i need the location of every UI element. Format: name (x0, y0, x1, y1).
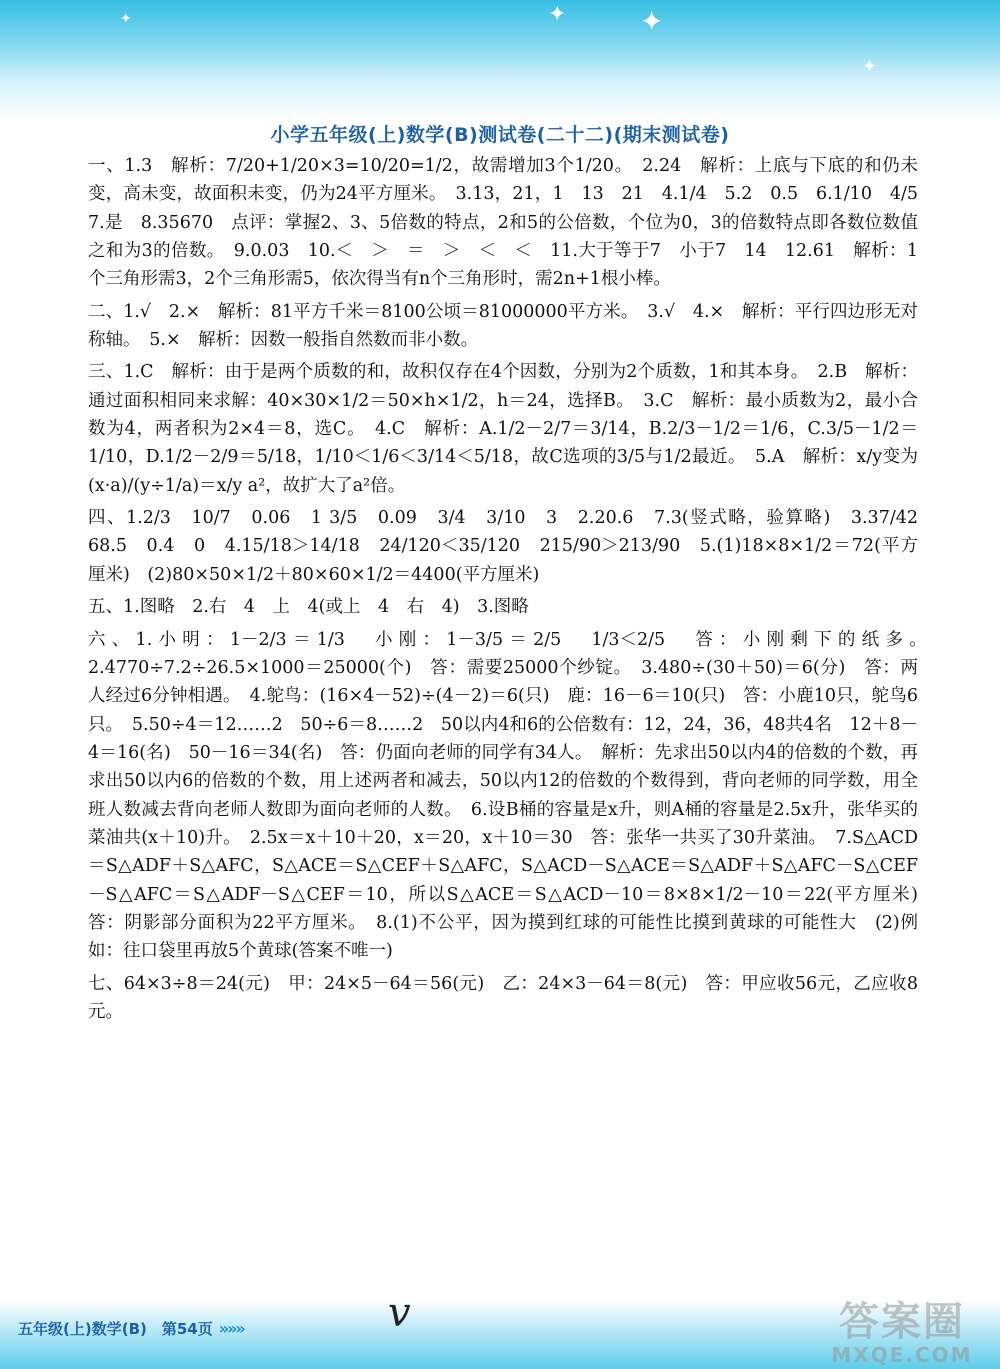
section-4: 四、1.2/3 10/7 0.06 1 3/5 0.09 3/4 3/10 3 2.20.6 7.3(竖式略，验算略) 3.37/42 68.5 0.4 0 4.15/18＞14/18 24/120＜35/120 215/90＞213/90 5.(1)18×8×1/2＝72(平方厘米) (2)80×50×1/2＋80×60×1/2＝4400(平方厘米) (88, 508, 936, 585)
watermark-logo (812, 1300, 992, 1366)
sparkle-icon: ✦ (862, 56, 878, 77)
watermark-url: MXQE.COM (831, 1343, 973, 1367)
answer-content (88, 152, 936, 1026)
footer-label: 五年级(上)数学(B) 第54页 (18, 1320, 213, 1338)
sparkle-icon: ✦ (120, 11, 132, 27)
section-5: 五、1.图略 2.右 4 上 4(或上 4 右 4) 3.图略 (88, 597, 529, 618)
sparkle-icon: ✦ (548, 2, 567, 27)
handwritten-mark: v (388, 1290, 411, 1336)
top-decorative-band (0, 0, 1000, 120)
section-7: 七、64×3÷8＝24(元) 甲：24×5－64＝56(元) 乙：24×3－64＝8(元) 答：甲应收56元，乙应收8元。 (88, 973, 918, 1022)
section-2: 二、1.√ 2.× 解析：81平方千米＝8100公顷＝81000000平方米。 3.√ 4.× 解析：平行四边形无对称轴。 5.× 解析：因数一般指自然数而非小数。 (88, 301, 918, 351)
sparkle-icon: ✦ (640, 5, 664, 38)
arrow-icon: »»» (218, 1319, 244, 1338)
section-3: 三、1.C 解析：由于是两个质数的和，故积仅存在4个因数，分别为2个质数，1和其本身。 2.B 解析：通过面积相同来求解：40×30×1/2＝50×h×1/2，h＝24，选择B。 3.C 解析：最小质数为2，最小合数为4，两者积为2×4＝8，选C。 4.C 解析：A.1/2－2/7＝3/14，B.2/3－1/2＝1/6，C.3/5－1/2＝1/10，D.1/2－2/9＝5/18，1/10＜1/6＜3/14＜5/18，故C选项的3/5与1/2最近。 5.A 解析：x/y变为(x·a)/(y÷1/a)＝x/y a²，故扩大了a²倍。 (88, 362, 918, 496)
watermark-text: 答案圈 (839, 1299, 965, 1345)
section-1: 一、1.3 解析：7/20+1/20×3=10/20=1/2，故需增加3个1/20。 2.24 解析：上底与下底的和仍未变，高未变，故面积未变，仍为24平方厘米。 3.13，21，1 13 21 4.1/4 5.2 0.5 6.1/10 4/5 7.是 8.35670 点评：掌握2、3、5倍数的特点，2和5的公倍数，个位为0，3的倍数特点即各数位数值之和为3的倍数。 9.0.03 10.＜ ＞ ＝ ＞ ＜ ＜ 11.大于等于7 小于7 14 12.61 解析：1个三角形需3，2个三角形需5，依次得当有n个三角形时，需2n+1根小棒。 (88, 156, 936, 290)
section-6: 六、1.小明：1－2/3＝1/3 小刚：1－3/5＝2/5 1/3＜2/5 答：小刚剩下的纸多。 2.4770÷7.2÷26.5×1000＝25000(个) 答：需要25000个纱锭。 3.480÷(30＋50)＝6(分) 答：两人经过6分钟相遇。 4.鸵鸟：(16×4－52)÷(4－2)＝6(只) 鹿：16－6＝10(只) 答：小鹿10只，鸵鸟6只。 5.50÷4＝12……2 50÷6＝8……2 50以内4和6的公倍数有：12，24，36，48共4名 12＋8－4＝16(名) 50－16＝34(名) 答：仍面向老师的同学有34人。 解析：先求出50以内4的倍数的个数，再求出50以内6的倍数的个数，用上述两者和减去，50以内12的倍数的个数得到，背向老师的同学数，用全班人数减去背向老师人数即为面向老师的人数。 6.设B桶的容量是x升，则A桶的容量是2.5x升，张华买的菜油共(x＋10)升。 2.5x＝x＋10＋20，x＝20，x＋10＝30 答：张华一共买了30升菜油。 7.S△ACD＝S△ADF＋S△AFC，S△ACE＝S△CEF＋S△AFC，S△ACD－S△ACE＝S△ADF＋S△AFC－S△CEF－S△AFC＝S△ADF－S△CEF＝10，所以S△ACE＝S△ACD－10＝8×8×1/2－10＝22(平方厘米) 答：阴影部分面积为22平方厘米。 8.(1)不公平，因为摸到红球的可能性比摸到黄球的可能性大 (2)例如：往口袋里再放5个黄球(答案不唯一) (88, 629, 936, 962)
page-title: 小学五年级(上)数学(B)测试卷(二十二)(期末测试卷) (270, 124, 730, 146)
page-footer (18, 1318, 244, 1339)
